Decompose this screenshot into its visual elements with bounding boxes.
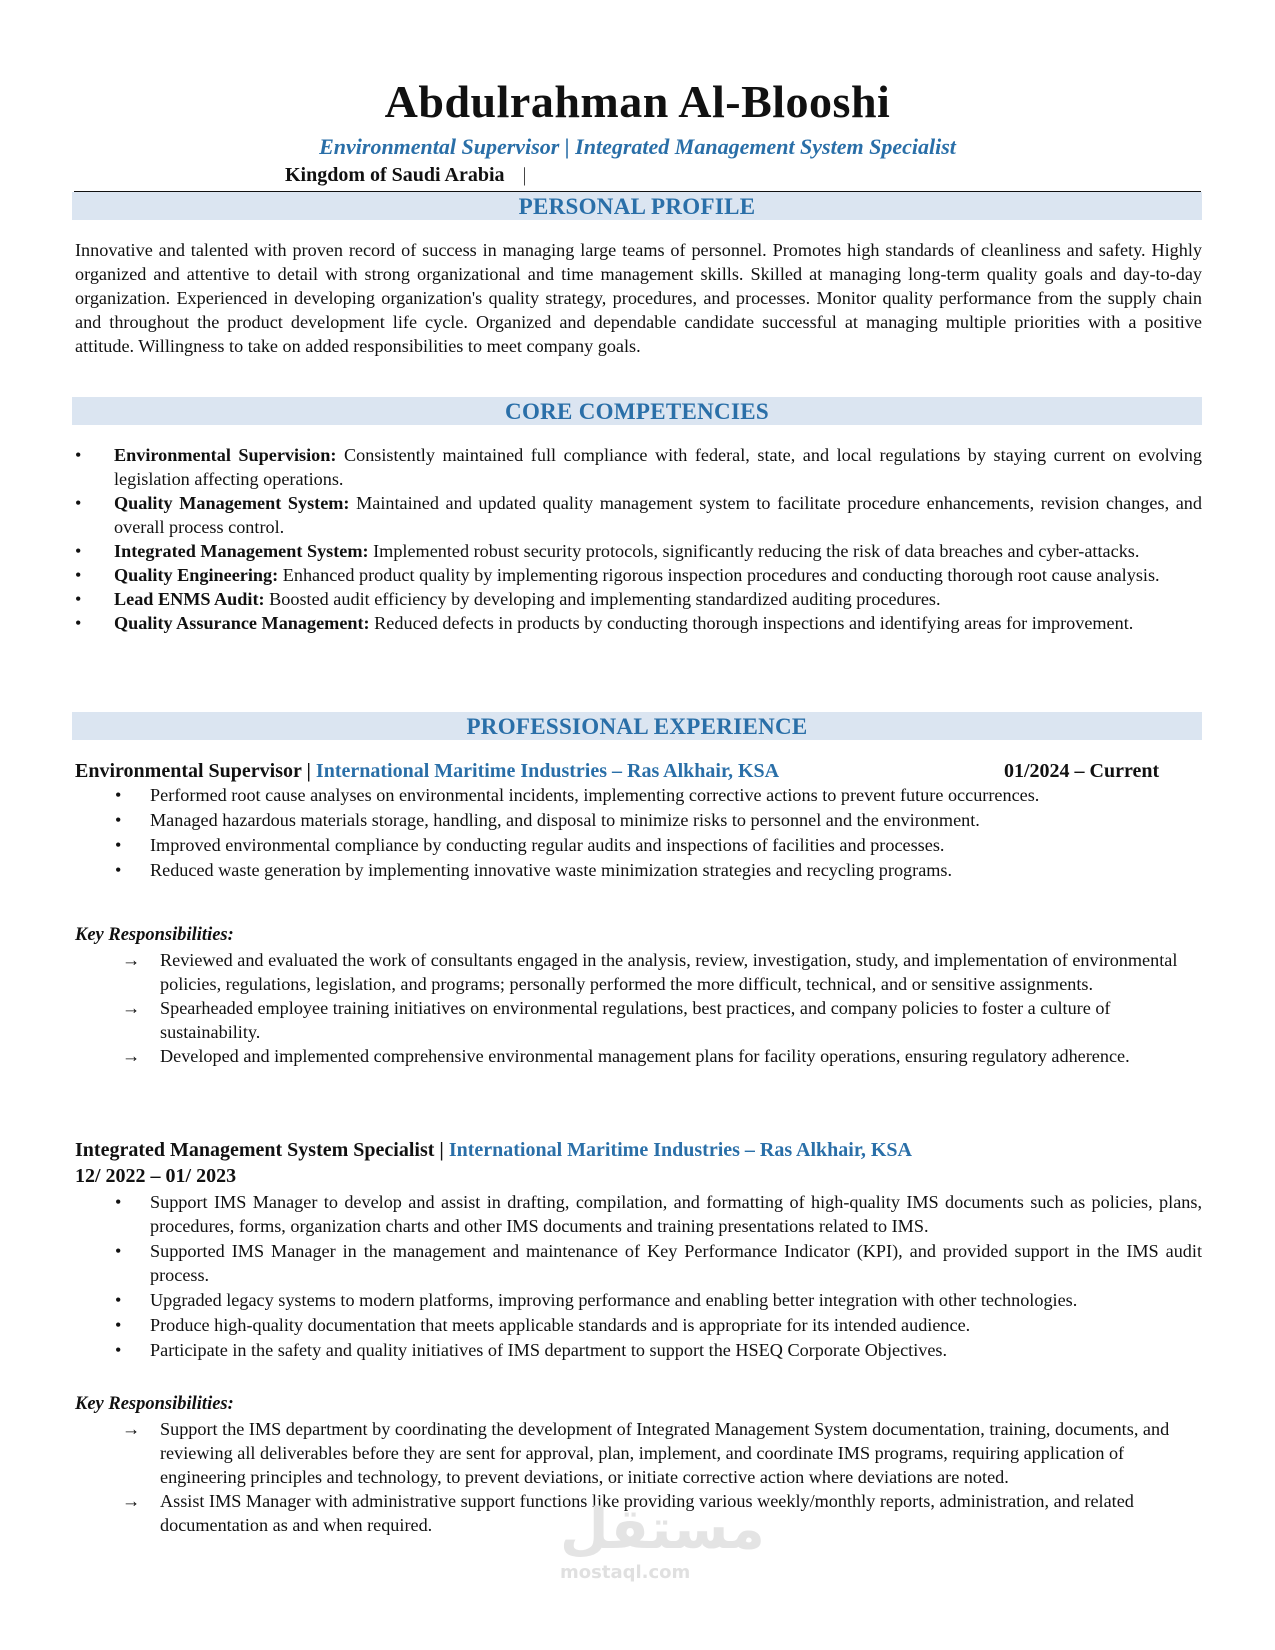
location: Kingdom of Saudi Arabia (285, 164, 505, 186)
section-heading-profile: PERSONAL PROFILE (72, 192, 1202, 220)
list-item: • Reduced waste generation by implementing innovative waste minimization strategies and recycling programs. (115, 858, 1185, 882)
arrow-icon: → (122, 998, 141, 1018)
list-item: • Improved environmental compliance by conducting regular audits and inspections of facilities and processes. (115, 833, 1185, 857)
arrow-icon: → (122, 1419, 141, 1439)
profile-text: Innovative and talented with proven record of success in managing large teams of personnel. Promotes high standards of cleanliness and safety. Highly organized and attentive to detail with strong organizational and time management skills. Skilled at managing long-term quality goals and day-to-day organization. Experienced in developing organization's quality strategy, procedures, and processes. Monitor quality performance from the supply chain and throughout the product development life cycle. Organized and dependable candidate successful at managing multiple priorities with a positive attitude. Willingness to take on added responsibilities to meet company goals. (75, 240, 1202, 356)
candidate-title: Environmental Supervisor | Integrated Management System Specialist (319, 134, 956, 159)
list-item: • Lead ENMS Audit: Boosted audit efficiency by developing and implementing standardized auditing procedures. (75, 587, 1202, 611)
responsibilities-list (122, 948, 1192, 1068)
key-responsibilities-label: Key Responsibilities: (75, 925, 234, 945)
list-item: • Produce high-quality documentation that meets applicable standards and is appropriate for its intended audience. (115, 1313, 1202, 1337)
job-role: Integrated Management System Specialist (75, 1139, 435, 1161)
list-item: • Integrated Management System: Implemented robust security protocols, significantly reducing the risk of data breaches and cyber-attacks. (75, 539, 1202, 563)
list-item: → Support the IMS department by coordinating the development of Integrated Management System documentation, training, documents, and reviewing all deliverables before they are sent for approval, plan, implement, and coordinate IMS programs, requiring application of engineering principles and technology, to prevent deviations, or initiate corrective action where deviations are noted. (122, 1419, 1170, 1487)
job-bullets (115, 1190, 1202, 1363)
arrow-icon: → (122, 1046, 141, 1066)
list-item: • Support IMS Manager to develop and assist in drafting, compilation, and formatting of high-quality IMS documents such as policies, plans, procedures, forms, organization charts and other IMS documents and training presentations related to IMS. (115, 1190, 1202, 1238)
list-item: • Upgraded legacy systems to modern platforms, improving performance and enabling better integration with other technologies. (115, 1288, 1202, 1312)
list-item: • Quality Assurance Management: Reduced defects in products by conducting thorough inspections and identifying areas for improvement. (75, 611, 1202, 635)
job-role: Environmental Supervisor (75, 760, 302, 782)
list-item: • Managed hazardous materials storage, handling, and disposal to minimize risks to personnel and the environment. (115, 808, 1185, 832)
section-heading-competencies: CORE COMPETENCIES (72, 397, 1202, 425)
list-item: → Developed and implemented comprehensive environmental management plans for facility operations, ensuring regulatory adherence. (122, 1046, 1130, 1066)
list-item: • Environmental Supervision: Consistently maintained full compliance with federal, state, and local regulations by staying current on evolving legislation affecting operations. (75, 443, 1202, 491)
job-heading: Environmental Supervisor | International Maritime Industries – Ras Alkhair, KSA (75, 760, 780, 782)
job-dates: 12/ 2022 – 01/ 2023 (75, 1165, 237, 1187)
list-item: → Reviewed and evaluated the work of consultants engaged in the analysis, review, investigation, study, and implementation of environmental policies, regulations, legislation, and programs; personally performed the more difficult, technical, and or sensitive assignments. (122, 950, 1178, 994)
candidate-name: Abdulrahman Al-Blooshi (384, 76, 891, 127)
arrow-icon: → (122, 1491, 141, 1511)
list-item: • Performed root cause analyses on environmental incidents, implementing corrective actions to prevent future occurrences. (115, 783, 1185, 807)
job-company: International Maritime Industries – Ras Alkhair, KSA (315, 760, 780, 782)
list-item: • Supported IMS Manager in the management and maintenance of Key Performance Indicator (KPI), and provided support in the IMS audit process. (115, 1239, 1202, 1287)
list-item: • Quality Management System: Maintained and updated quality management system to facilitate procedure enhancements, revision changes, and overall process control. (75, 491, 1202, 539)
list-item: • Quality Engineering: Enhanced product quality by implementing rigorous inspection procedures and conducting thorough root cause analysis. (75, 563, 1202, 587)
section-heading-experience: PROFESSIONAL EXPERIENCE (72, 712, 1202, 740)
job-company: International Maritime Industries – Ras Alkhair, KSA (448, 1139, 912, 1161)
competencies-list (75, 443, 1202, 635)
list-item: • Participate in the safety and quality initiatives of IMS department to support the HSEQ Corporate Objectives. (115, 1338, 1202, 1362)
list-item: → Assist IMS Manager with administrative support functions like providing various weekly/monthly reports, administration, and related documentation as and when required. (122, 1491, 1134, 1535)
watermark-latin: mostaql.com (560, 1562, 691, 1583)
list-item: → Spearheaded employee training initiatives on environmental regulations, best practices, and company policies to foster a culture of sustainability. (122, 998, 1111, 1042)
key-responsibilities-label: Key Responsibilities: (75, 1394, 234, 1414)
location-line (285, 162, 527, 188)
job-heading: Integrated Management System Specialist | International Maritime Industries – Ras Alkhair, KSA (75, 1139, 912, 1161)
job-bullets (115, 783, 1185, 883)
watermark-arabic: مستقل (560, 1497, 765, 1562)
arrow-icon: → (122, 950, 141, 970)
job-dates: 01/2024 – Current (1004, 760, 1160, 782)
location-separator: | (522, 164, 527, 186)
